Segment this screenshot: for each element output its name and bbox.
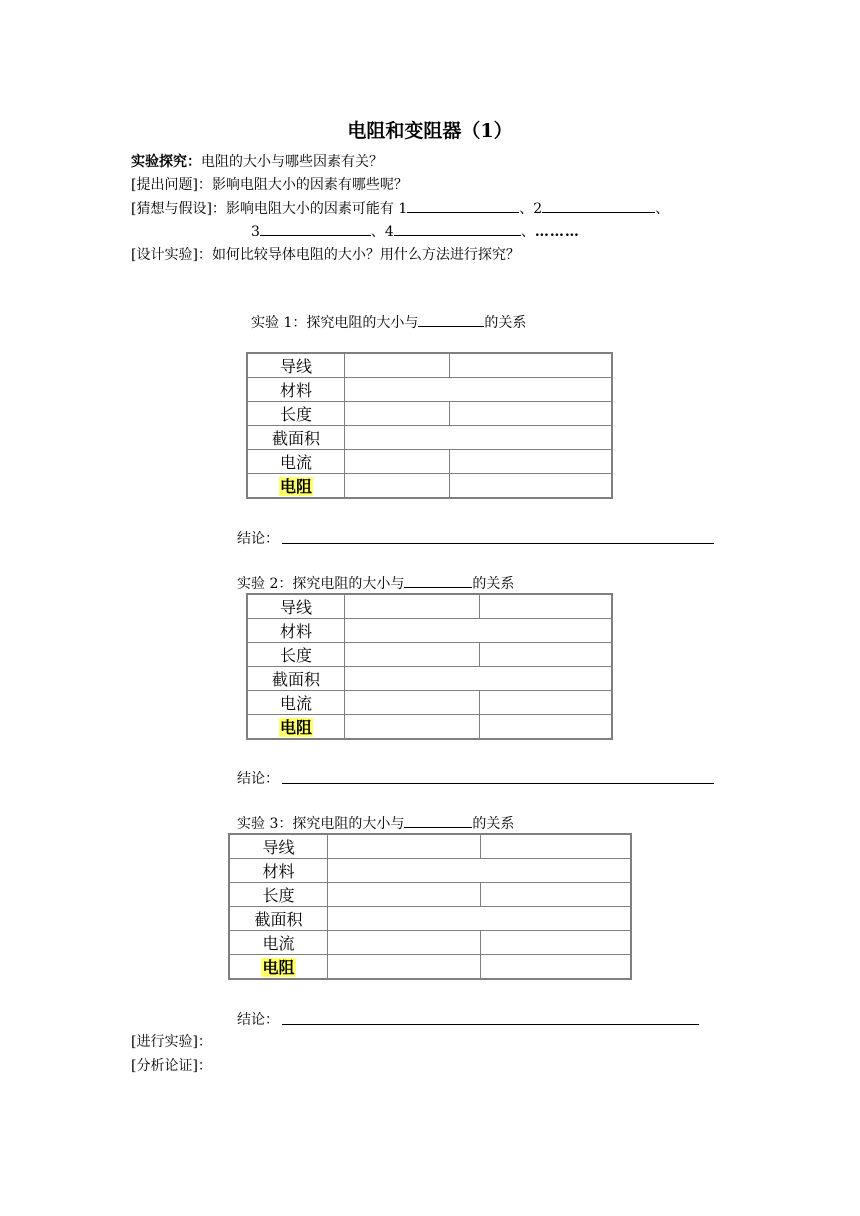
cell[interactable] xyxy=(345,691,480,715)
highlighted-resistance: 电阻 xyxy=(279,718,312,737)
cell[interactable] xyxy=(328,931,481,955)
experiment-2-conclusion-label: 结论： xyxy=(237,771,279,787)
experiment-3-title-suffix: 的关系 xyxy=(472,816,515,832)
cell[interactable] xyxy=(328,907,632,931)
row-label-length: 长度 xyxy=(247,402,345,426)
experiment-2-conclusion-line[interactable] xyxy=(282,782,714,784)
cell[interactable] xyxy=(481,883,632,907)
cell[interactable] xyxy=(328,955,481,980)
row-label-cross-section: 截面积 xyxy=(229,907,328,931)
experiment-3-conclusion-label: 结论： xyxy=(237,1012,279,1028)
experiment-1-conclusion-label: 结论： xyxy=(237,531,279,547)
blank-factor-2[interactable] xyxy=(542,198,655,213)
experiment-1-table xyxy=(246,352,613,499)
cell[interactable] xyxy=(481,955,632,980)
cell[interactable] xyxy=(481,834,632,859)
analysis-label: [分析论证]： xyxy=(131,1058,212,1074)
hypothesis-line xyxy=(131,198,669,218)
cell[interactable] xyxy=(480,691,613,715)
cell[interactable] xyxy=(480,643,613,667)
experiment-2-title-prefix: 实验 2：探究电阻的大小与 xyxy=(237,576,405,592)
factor-2-number: 、2 xyxy=(519,201,543,217)
experiment-1-blank[interactable] xyxy=(418,312,484,327)
factor-4-number: 、4 xyxy=(370,224,394,240)
cell[interactable] xyxy=(450,474,613,499)
question-label: [提出问题]： xyxy=(131,177,212,193)
explore-line xyxy=(131,151,383,171)
explore-text: 电阻的大小与哪些因素有关？ xyxy=(201,154,383,170)
experiment-2-title xyxy=(237,573,514,593)
cell[interactable] xyxy=(345,426,613,450)
cell[interactable] xyxy=(328,859,632,883)
row-label-material: 材料 xyxy=(229,859,328,883)
row-label-length: 长度 xyxy=(229,883,328,907)
cell[interactable] xyxy=(480,594,613,619)
cell[interactable] xyxy=(450,353,613,378)
question-text: 影响电阻大小的因素有哪些呢？ xyxy=(211,177,408,193)
row-label-resistance xyxy=(229,955,328,980)
cell[interactable] xyxy=(345,353,450,378)
experiment-1-title-prefix: 实验 1：探究电阻的大小与 xyxy=(251,315,419,331)
row-label-length: 长度 xyxy=(247,643,345,667)
row-label-cross-section: 截面积 xyxy=(247,426,345,450)
design-text: 如何比较导体电阻的大小？用什么方法进行探究？ xyxy=(211,247,520,263)
highlighted-resistance: 电阻 xyxy=(262,958,295,977)
experiment-3-conclusion-line[interactable] xyxy=(282,1023,699,1025)
row-label-material: 材料 xyxy=(247,619,345,643)
experiment-3-title xyxy=(237,813,514,833)
experiment-1-conclusion-line[interactable] xyxy=(282,542,714,544)
design-label: [设计实验]： xyxy=(131,247,212,263)
cell[interactable] xyxy=(450,402,613,426)
cell[interactable] xyxy=(345,643,480,667)
row-label-resistance xyxy=(247,715,345,740)
hypothesis-label: [猜想与假设]： xyxy=(131,201,226,217)
blank-factor-3[interactable] xyxy=(260,221,371,236)
cell[interactable] xyxy=(345,594,480,619)
experiment-2-blank[interactable] xyxy=(404,573,472,588)
cell[interactable] xyxy=(345,619,613,643)
cell[interactable] xyxy=(345,667,613,691)
sep-1: 、 xyxy=(655,201,670,217)
row-label-cross-section: 截面积 xyxy=(247,667,345,691)
hypothesis-text: 影响电阻大小的因素可能有 1 xyxy=(225,201,408,217)
row-label-wire: 导线 xyxy=(229,834,328,859)
blank-factor-4[interactable] xyxy=(394,221,521,236)
conduct-experiment-label: [进行实验]： xyxy=(131,1034,212,1050)
sep-2: 、 xyxy=(520,224,535,240)
experiment-3-blank[interactable] xyxy=(404,813,472,828)
experiment-3-table xyxy=(228,833,632,980)
cell[interactable] xyxy=(481,931,632,955)
blank-factor-1[interactable] xyxy=(407,198,519,213)
cell[interactable] xyxy=(480,715,613,740)
page-title: 电阻和变阻器（1） xyxy=(347,120,513,142)
highlighted-resistance: 电阻 xyxy=(279,477,312,496)
row-label-wire: 导线 xyxy=(247,353,345,378)
explore-label: 实验探究： xyxy=(131,154,201,170)
experiment-2-table xyxy=(246,593,613,740)
experiment-1-title xyxy=(251,312,526,332)
row-label-current: 电流 xyxy=(247,450,345,474)
row-label-material: 材料 xyxy=(247,378,345,402)
cell[interactable] xyxy=(345,474,450,499)
cell[interactable] xyxy=(345,378,613,402)
row-label-current: 电流 xyxy=(229,931,328,955)
ellipsis: ……… xyxy=(534,224,580,240)
cell[interactable] xyxy=(328,834,481,859)
cell[interactable] xyxy=(450,450,613,474)
row-label-current: 电流 xyxy=(247,691,345,715)
design-line xyxy=(131,244,520,264)
row-label-resistance xyxy=(247,474,345,499)
question-line xyxy=(131,174,408,194)
experiment-1-title-suffix: 的关系 xyxy=(484,315,527,331)
row-label-wire: 导线 xyxy=(247,594,345,619)
factor-3-number: 3 xyxy=(251,224,260,240)
experiment-2-title-suffix: 的关系 xyxy=(472,576,515,592)
hypothesis-line-2 xyxy=(251,221,580,241)
cell[interactable] xyxy=(345,450,450,474)
cell[interactable] xyxy=(345,715,480,740)
cell[interactable] xyxy=(345,402,450,426)
cell[interactable] xyxy=(328,883,481,907)
experiment-3-title-prefix: 实验 3：探究电阻的大小与 xyxy=(237,816,405,832)
